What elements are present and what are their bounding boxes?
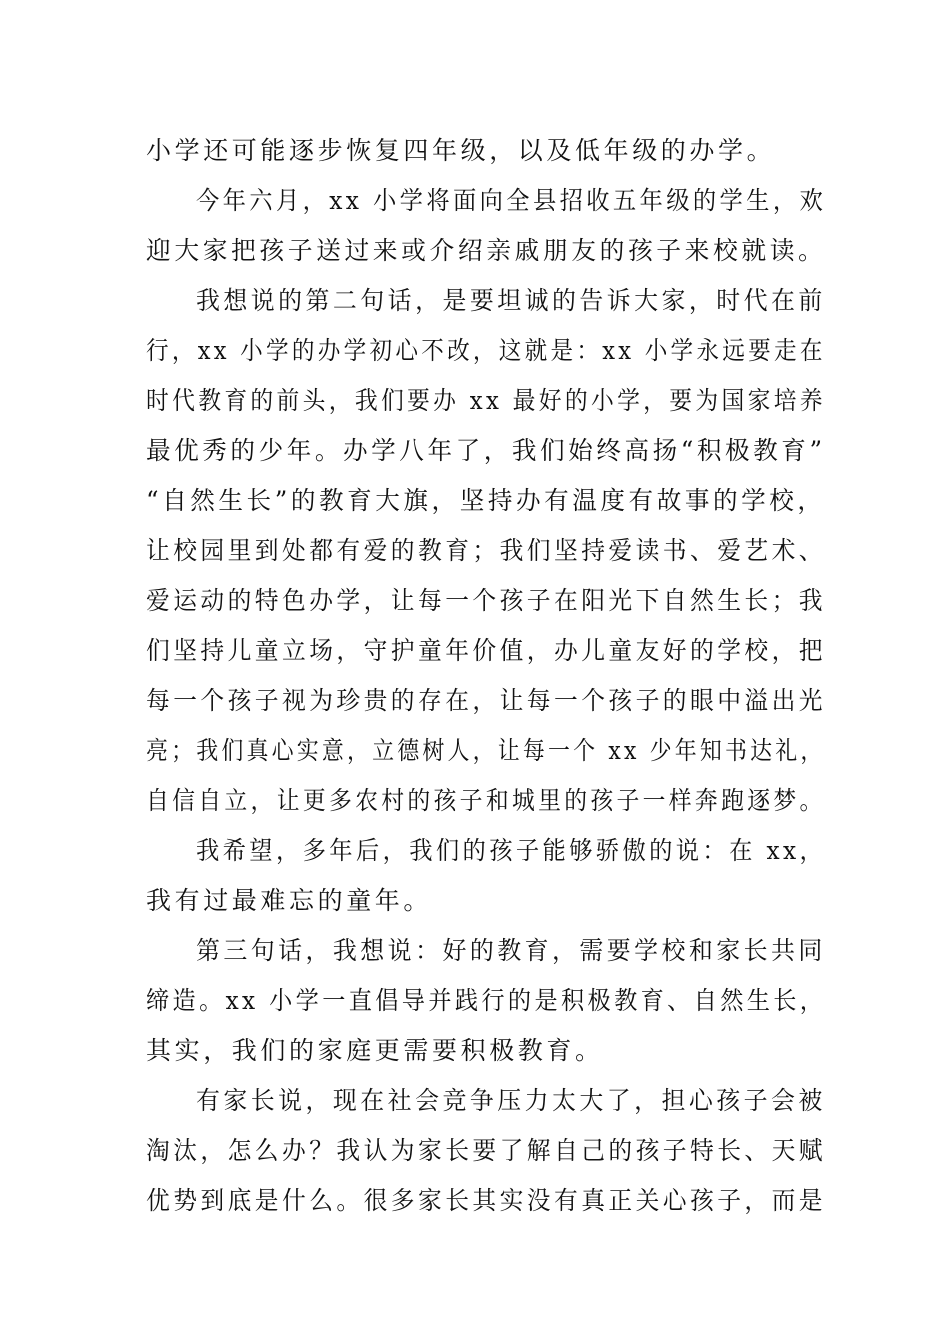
- text-line: 亮；我们真心实意，立德树人，让每一个 xx 少年知书达礼，: [146, 736, 826, 765]
- text-line: 今年六月，xx 小学将面向全县招收五年级的学生，欢: [196, 186, 827, 215]
- text-line: 们坚持儿童立场，守护童年价值，办儿童友好的学校，把: [146, 636, 827, 665]
- text-line: 淘汰，怎么办？我认为家长要了解自己的孩子特长、天赋: [146, 1136, 827, 1165]
- text-line: 有家长说，现在社会竞争压力太大了，担心孩子会被: [196, 1086, 826, 1115]
- text-line: 我想说的第二句话，是要坦诚的告诉大家，时代在前: [196, 286, 826, 315]
- text-line: 缔造。xx 小学一直倡导并践行的是积极教育、自然生长，: [146, 986, 827, 1015]
- text-line: “自然生长”的教育大旗，坚持办有温度有故事的学校，: [146, 486, 826, 515]
- text-line: 爱运动的特色办学，让每一个孩子在阳光下自然生长；我: [146, 586, 827, 615]
- text-line: 其实，我们的家庭更需要积极教育。: [146, 1036, 604, 1065]
- text-line: 迎大家把孩子送过来或介绍亲戚朋友的孩子来校就读。: [146, 236, 827, 265]
- text-line: 小学还可能逐步恢复四年级，以及低年级的办学。: [146, 136, 776, 165]
- text-line: 每一个孩子视为珍贵的存在，让每一个孩子的眼中溢出光: [146, 686, 827, 715]
- text-line: 让校园里到处都有爱的教育；我们坚持爱读书、爱艺术、: [146, 536, 827, 565]
- text-line: 最优秀的少年。办学八年了，我们始终高扬“积极教育”: [146, 436, 826, 465]
- text-line: 我希望，多年后，我们的孩子能够骄傲的说：在 xx，: [196, 836, 827, 865]
- text-line: 自信自立，让更多农村的孩子和城里的孩子一样奔跑逐梦。: [146, 786, 826, 815]
- text-line: 时代教育的前头，我们要办 xx 最好的小学，要为国家培养: [146, 386, 826, 415]
- text-line: 我有过最难忘的童年。: [146, 886, 433, 915]
- text-line: 优势到底是什么。很多家长其实没有真正关心孩子，而是: [146, 1186, 827, 1215]
- text-line: 第三句话，我想说：好的教育，需要学校和家长共同: [196, 936, 826, 965]
- text-line: 行，xx 小学的办学初心不改，这就是：xx 小学永远要走在: [146, 336, 826, 365]
